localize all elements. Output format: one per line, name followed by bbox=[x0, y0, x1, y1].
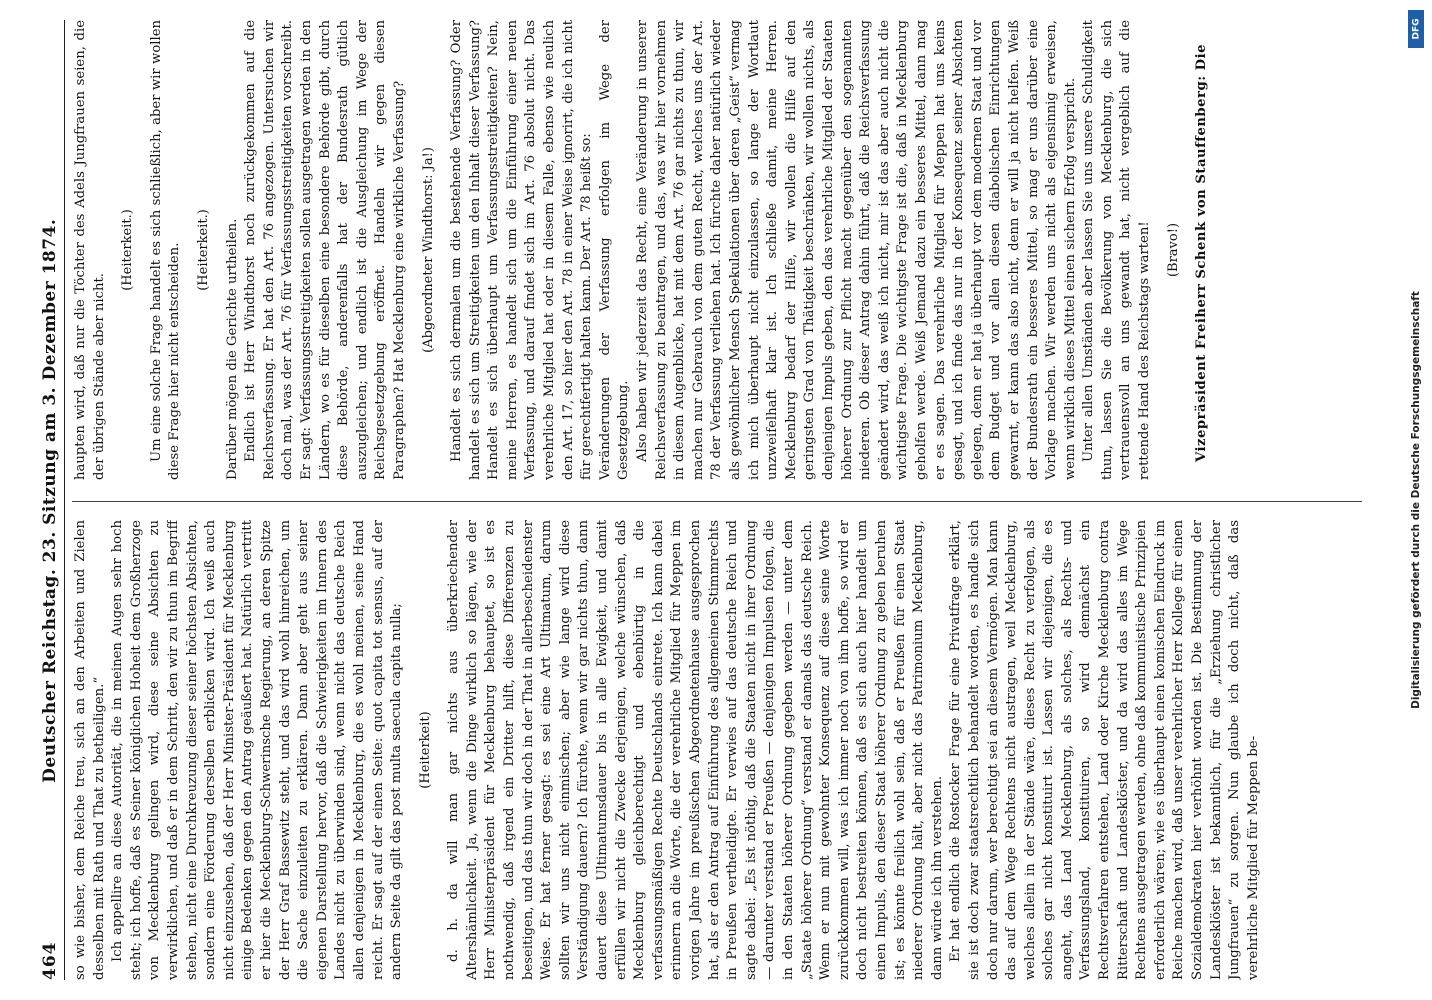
paragraph: Ich appellire an diese Autorität, die in meinen Augen sehr hoch steht; ich hoffe, daß es Seiner königlichen Hoheit dem Großherzoge von Mecklenburg gelingen wird, diese seine Absichten zu verwirklichen, und daß er in dem Schritt, den wir zu thun im Begriff stehen, nicht eine Durchkreuzung dieser seiner höchsten Absichten, sondern eine Förderung derselben erblicken wird. Ich weiß auch nicht einzusehen, daß der Herr Minister-Präsident für Mecklenburg einige Bedenken gegen den Antrag geäußert hat. Natürlich vertritt er hier die Mecklenburg-Schwerinsche Regierung, an deren Spitze der Herr Graf Bassewitz steht, und das wird wohl hinreichen, um die Sache einzuleiten zu erklären. Dann aber geht aus seiner eigenen Darstellung hervor, daß die Schwierigkeiten im Innern des Landes nicht zu überwinden sind, wenn nicht das deutsche Reich allen denjenigen in Mecklenburg, die es wohl meinen, seine Hand reicht. Er sagt auf der einen Seite: quot capita tot sensus, auf der andern Seite da gilt das post multa saecula capita nulla; bbox=[110, 520, 405, 980]
left-text-column bbox=[72, 520, 1362, 980]
running-title: Deutscher Reichstag. 23. Sitzung am 3. Dezember 1874. bbox=[40, 218, 60, 783]
paragraph: d. h. da will man gar nichts aus überkriechender Altershämlichkeit. Ja, wenn die Dinge wirklich so lägen, wie der Herr Ministerpräsident für Mecklenburg behauptet, so ist es nothwendig, daß irgend ein Dritter hilft, diese Differenzen zu beseitigen, und das thun wir doch in der That in allerbescheidenster Weise. Er hat ferner gesagt: es sei eine Art Ultimatum, darum sollten wir uns nicht einmischen; aber wie lange wird diese Verständigung dauern? Ich fürchte, wenn wir gar nichts thun, dann dauert diese Ultimatumsdauer bis in alle Ewigkeit, und damit erfüllen wir nicht die Zwecke derjenigen, welche wünschen, daß Mecklenburg gleichberechtigt und ebenbürtig in die verfassungsmäßigen Rechte Deutschlands eintrete. Ich kann dabei erinnern an die Worte, die der verehrliche Mitglied für Meppen im vorigen Jahre im preußischen Abgeordnetenhause ausgesprochen hat, als er den Antrag auf Einführung des allgemeinen Stimmrechts in Preußen vertheidigte. Er verwies auf das deutsche Reich und sagte dabei: „Es ist nöthig, daß die Staaten nicht in ihrer Ordnung — darunter verstand er Preußen — denjenigen Impulsen folgen, die in den Staaten höherer Ordnung gegeben werden — unter dem „Staate höherer Ordnung“ verstand er damals das deutsche Reich. Wenn er nun mit gewohnter Konsequenz auf diese seine Worte zurückkommen will, was ich immer noch von ihm hoffe, so wird er doch nicht bestreiten können, daß es sich auch hier handelt um einen Impuls, den dieser Staat höherer Ordnung zu geben beruhen ist; es könnte freilich wohl sein, daß er Preußen für einen Staat niederer Ordnung hält, aber nicht das Patrimonium Mecklenburg, dann würde ich ihn verstehen. bbox=[446, 520, 945, 980]
paragraph: Veränderungen der Verfassung erfolgen im Wege der Gesetzgebung. bbox=[597, 20, 632, 480]
right-text-column bbox=[72, 20, 1362, 480]
interjection: (Heiterkeit.) bbox=[120, 209, 136, 291]
speaker-line: Vizepräsident Freiherr Schenk von Stauffenberg: Die bbox=[1194, 44, 1210, 462]
page-number: 464 bbox=[40, 941, 60, 980]
watermark-text: Digitalisierung gefördert durch die Deutsche Forschungsgemeinschaft bbox=[1410, 291, 1422, 709]
dfg-logo-icon: DFG bbox=[1408, 10, 1424, 48]
paragraph: Handelt es sich dermalen um die bestehende Verfassung? Oder handelt es sich um Streitigkeiten um den Inhalt dieser Verfassung? Handelt es sich überhaupt um Verfassungsstreitigkeiten? Nein, meine Herren, es handelt sich um die Einführung einer neuen Verfassung, und darauf findet sich im Art. 76 absolut nicht. Das verehrliche Mitglied hat oder in diesem Falle, ebenso wie neulich den Art. 17, so hier den Art. 78 in einer Weise ignorirt, die ich nicht für gerechtfertigt halten kann. Der Art. 78 heißt so: bbox=[449, 20, 595, 480]
interjection: (Bravo!) bbox=[1165, 222, 1181, 278]
paragraph: Um eine solche Frage handelt es sich schließlich, aber wir wollen diese Frage hier nicht entscheiden. bbox=[148, 20, 183, 480]
paragraph: haupten wird, daß nur die Töchter des Adels Jungfrauen seien, die der übrigen Stände aber nicht. bbox=[73, 20, 107, 480]
interjection: (Heiterkeit.) bbox=[195, 209, 211, 291]
paragraph: Darüber mögen die Gerichte urtheilen. bbox=[224, 218, 240, 480]
dfg-watermark bbox=[1406, 10, 1426, 990]
interjection: (Heiterkeit) bbox=[417, 711, 433, 789]
paragraph: Also haben wir jederzeit das Recht, eine Veränderung in unserer Reichsverfassung zu beantragen, und das, was wir hier vornehmen in diesem Augenblicke, hat mit dem Art. 76 gar nichts zu thun, wir machen nur Gebrauch von dem guten Recht, welches uns der Art. 78 der Verfassung verliehen hat. Ich fürchte daher natürlich wieder als gewöhnlicher Mensch Spekulationen über deren „Geist“ vermag ich mich überhaupt nicht einzulassen, so lange der Wortlaut unzweifelhaft klar ist. Ich schließe damit, meine Herren. Mecklenburg bedarf der Hilfe, wir wollen die Hilfe auf den geringsten Grad von Thätigkeit beschränken, wir wollen nichts, als denjenigen Impuls geben, den das verehrliche Mitglied der Staaten höherer Ordnung zur Pflicht macht gegenüber den sogenannten niederen. Ob dieser Antrag dahin führt, daß die Reichsverfassung geändert wird, das weiß ich nicht, mir ist das aber auch nicht die wichtigste Frage. Die wichtigste Frage ist die, daß in Mecklenburg geholfen werde. Weiß Jemand dazu ein besseres Mittel, dann mag er es sagen. Das verehrliche Mitglied für Meppen hat uns keins gesagt, und ich finde das nur in der Konsequenz seiner Absichten gelegen, denn er hat ja überhaupt vor dem modernen Staat und vor dem Budget und vor allen diesen diabolischen Einrichtungen gewarnt, er kann das also nicht, denn er will ja nicht helfen. Weiß der Bundesrath ein besseres Mittel, so mag er uns darüber eine Vorlage machen. Wir werden uns nicht als eigensinnig erweisen, wenn wirklich dieses Mittel einen sichern Erfolg verspricht. bbox=[635, 20, 1078, 480]
paragraph: so wie bisher, dem Reiche treu, sich an den Arbeiten und Zielen desselben mit Rath und That zu betheiligen.“ bbox=[73, 520, 107, 980]
paragraph: Endlich ist Herr Windthorst noch zurückgekommen auf die Reichsverfassung. Er hat den Art. 76 angezogen. Untersuchen wir doch mal, was der Art. 76 für Verfassungsstreitigkeiten vorschreibt. Er sagt: Verfassungsstreitigkeiten sollen ausgetragen werden in den Ländern, wo es für dieselben eine besondere Behörde gibt, durch diese Behörde, anderenfalls hat der Bundesrath gütlich auszugleichen; und endlich ist die Ausgleichung im Wege der Reichsgesetzgebung eröffnet. Handeln wir gegen diesen Paragraphen? Hat Mecklenburg eine wirkliche Verfassung? bbox=[243, 20, 407, 480]
paragraph: Unter allen Umständen aber lassen Sie uns unsere Schuldigkeit thun, lassen Sie die Bevölkerung von Mecklenburg, die sich vertrauensvoll an uns gewandt hat, nicht vergeblich auf die rettende Hand des Reichstags warten! bbox=[1081, 20, 1153, 480]
rotated-page-content bbox=[20, 20, 1370, 980]
paragraph: Er hat endlich die Rostocker Frage für eine Privatfrage erklärt, sie ist doch zwar staatsrechtlich behandelt worden, es handle sich doch nur darum, wer berechtigt sei an diesem Vermögen. Man kann das auf dem Wege Rechtens nicht austragen, weil Mecklenburg, welches allein in der Stände wäre, dieses Recht zu verfolgen, als solches gar nicht konstituirt ist. Lassen wir diejenigen, die es angeht, das Land Mecklenburg, als solches, als Rechts- und Verfassungsland, konstituiren, so wird demnächst ein Rechtsverfahren entstehen, Land oder Kirche Mecklenburg contra Ritterschaft und Landesklöster, und da wird das alles im Wege Rechtens ausgetragen werden, ohne daß kommunistische Prinzipien erforderlich wären; wie es überhaupt einen komischen Eindruck im Reiche machen wird, daß unser verehrlicher Herr Kollege für einen Sozialdemokraten hier verhöhnt worden ist. Die Bestimmung der Landesklöster ist bekanntlich, für die „Erziehung christlicher Jungfrauen“ zu sorgen. Nun glaube ich doch nicht, daß das verehrliche Mitglied für Meppen be- bbox=[948, 520, 1261, 980]
running-header bbox=[20, 20, 65, 980]
column-divider bbox=[72, 501, 1362, 502]
interjection: (Abgeordneter Windthorst: Ja!) bbox=[420, 147, 436, 353]
